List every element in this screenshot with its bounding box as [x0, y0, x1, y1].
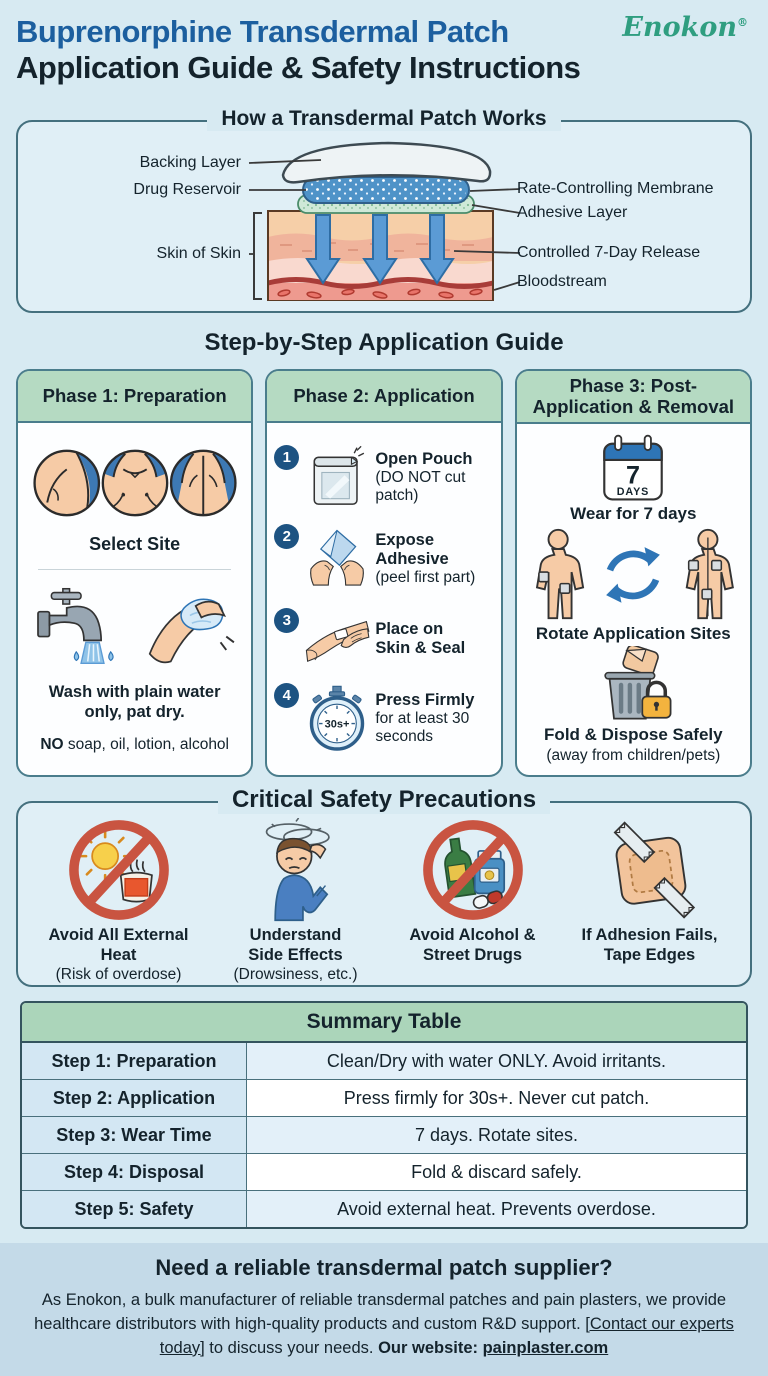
wear-caption: Wear for 7 days	[570, 504, 697, 524]
table-row	[22, 1191, 746, 1227]
calendar-unit: DAYS	[617, 485, 650, 498]
row-value: Fold & discard safely.	[411, 1161, 582, 1182]
phase-cards	[0, 369, 768, 777]
summary-table-title: Summary Table	[22, 1003, 746, 1043]
row-value: 7 days. Rotate sites.	[247, 1117, 746, 1153]
row-label: Step 4: Disposal	[22, 1154, 247, 1190]
pouch-icon	[306, 445, 368, 511]
safety-section	[16, 786, 752, 987]
step-sub: (DO NOT cut patch)	[375, 469, 466, 505]
safety-caption: Avoid Alcohol & Street Drugs	[409, 926, 536, 964]
select-site-caption: Select Site	[89, 534, 181, 555]
page-title-line2: Application Guide & Safety Instructions	[16, 49, 581, 85]
dizzy-person-icon	[244, 818, 348, 922]
footer-paragraph	[28, 1289, 740, 1361]
label-release: Controlled 7-Day Release	[517, 244, 701, 261]
page-header	[0, 0, 768, 96]
no-rest: soap, oil, lotion, alcohol	[63, 735, 229, 753]
row-label: Step 2: Application	[22, 1080, 247, 1116]
label-rate-membrane: Rate-Controlling Membrane	[517, 180, 714, 197]
step-number-badge: 2	[274, 524, 299, 549]
step-number-badge: 4	[274, 683, 299, 708]
row-label: Step 1: Preparation	[22, 1043, 247, 1079]
no-irritants-caption	[40, 736, 229, 755]
place-on-skin-icon	[304, 608, 370, 670]
table-row	[22, 1154, 746, 1191]
patch-diagram	[18, 133, 750, 301]
patch-cross-section-illustration	[18, 133, 754, 301]
calendar-number: 7	[626, 461, 641, 490]
phase1-header: Phase 1: Preparation	[18, 371, 251, 423]
footer-contact-rest: to discuss your needs.	[204, 1338, 379, 1357]
website-label: Our website:	[378, 1338, 483, 1357]
dispose-caption: Fold & Dispose Safely	[544, 725, 723, 745]
safety-caption: Avoid All External Heat	[48, 926, 189, 964]
label-backing-layer: Backing Layer	[139, 154, 241, 171]
step-place-on-skin	[274, 608, 493, 670]
stopwatch-label: 30s+	[324, 719, 350, 732]
how-it-works-title: How a Transdermal Patch Works	[207, 107, 560, 131]
safety-item-side-effects	[207, 818, 384, 984]
rotate-caption: Rotate Application Sites	[535, 623, 731, 643]
peel-liner-icon	[306, 524, 368, 594]
phase3-card	[515, 369, 752, 777]
footer-heading: Need a reliable transdermal patch supplier?	[155, 1255, 613, 1280]
supplier-footer	[0, 1243, 768, 1376]
no-alcohol-drugs-icon	[421, 818, 525, 922]
pat-dry-hands-icon	[140, 583, 236, 671]
safety-item-heat	[30, 818, 207, 984]
guide-title: Step-by-Step Application Guide	[204, 329, 564, 356]
no-external-heat-icon	[67, 818, 171, 922]
dispose-trash-lock-icon	[591, 646, 675, 724]
brand-logo-text: Enokon	[622, 12, 737, 43]
step-sub: (peel first part)	[375, 569, 476, 587]
safety-caption: Understand Side Effects	[248, 926, 343, 964]
step-title: Place on Skin & Seal	[375, 619, 466, 657]
phase1-divider	[38, 569, 231, 570]
table-row	[22, 1080, 746, 1117]
step-press-firmly	[274, 683, 493, 753]
faucet-icon	[34, 583, 130, 671]
step-expose-adhesive	[274, 524, 493, 594]
row-value: Clean/Dry with water ONLY. Avoid irritants.	[247, 1043, 746, 1079]
step-number-badge: 3	[274, 608, 299, 633]
body-sites-icon	[28, 444, 242, 522]
label-adhesive-layer: Adhesive Layer	[517, 204, 628, 221]
website-link[interactable]: painplaster.com	[482, 1338, 609, 1357]
step-open-pouch	[274, 445, 493, 511]
table-row	[22, 1117, 746, 1154]
phase2-header: Phase 2: Application	[267, 371, 500, 423]
no-word: NO	[40, 735, 64, 753]
safety-sub: (Risk of overdose)	[55, 965, 182, 983]
summary-table	[20, 1001, 748, 1229]
registered-mark: ®	[737, 16, 748, 29]
row-value: Press firmly for 30s+. Never cut patch.	[343, 1087, 650, 1108]
wash-caption: Wash with plain water only, pat dry.	[48, 683, 221, 722]
dispose-sub-caption: (away from children/pets)	[546, 746, 721, 764]
safety-item-tape	[561, 818, 738, 984]
phase2-card	[265, 369, 502, 777]
step-title: Press Firmly	[375, 691, 475, 710]
step-number-badge: 1	[274, 445, 299, 470]
rotate-sites-icon	[527, 526, 739, 622]
page-title-line1: Buprenorphine Transdermal Patch	[16, 14, 509, 49]
table-row	[22, 1043, 746, 1080]
label-drug-reservoir: Drug Reservoir	[133, 181, 241, 198]
row-label: Step 3: Wear Time	[22, 1117, 247, 1153]
how-it-works-section	[16, 107, 752, 313]
label-bloodstream: Bloodstream	[517, 273, 607, 290]
step-title: Open Pouch	[375, 450, 473, 469]
phase3-header: Phase 3: Post-Application & Removal	[517, 371, 750, 424]
step-title: Expose Adhesive	[375, 531, 449, 569]
row-label: Step 5: Safety	[22, 1191, 247, 1227]
contact-experts-link[interactable]: [Contact our experts today]	[159, 1314, 734, 1357]
label-skin: Skin of Skin	[156, 245, 241, 262]
phase1-card	[16, 369, 253, 777]
safety-sub: (Drowsiness, etc.)	[233, 965, 358, 983]
safety-caption: If Adhesion Fails, Tape Edges	[581, 926, 718, 964]
row-value: Avoid external heat. Prevents overdose.	[247, 1191, 746, 1227]
safety-title: Critical Safety Precautions	[218, 786, 550, 814]
calendar-7-days-icon	[597, 433, 669, 503]
tape-edges-icon	[598, 818, 702, 922]
step-sub: for at least 30 seconds	[375, 710, 470, 745]
stopwatch-icon	[306, 683, 368, 753]
footer-intro: As Enokon, a bulk manufacturer of reliable transdermal patches and pain plasters, we provide healthcare distributors with high-quality products and custom R&D support.	[34, 1291, 727, 1333]
brand-logo	[622, 12, 748, 43]
safety-item-alcohol	[384, 818, 561, 984]
